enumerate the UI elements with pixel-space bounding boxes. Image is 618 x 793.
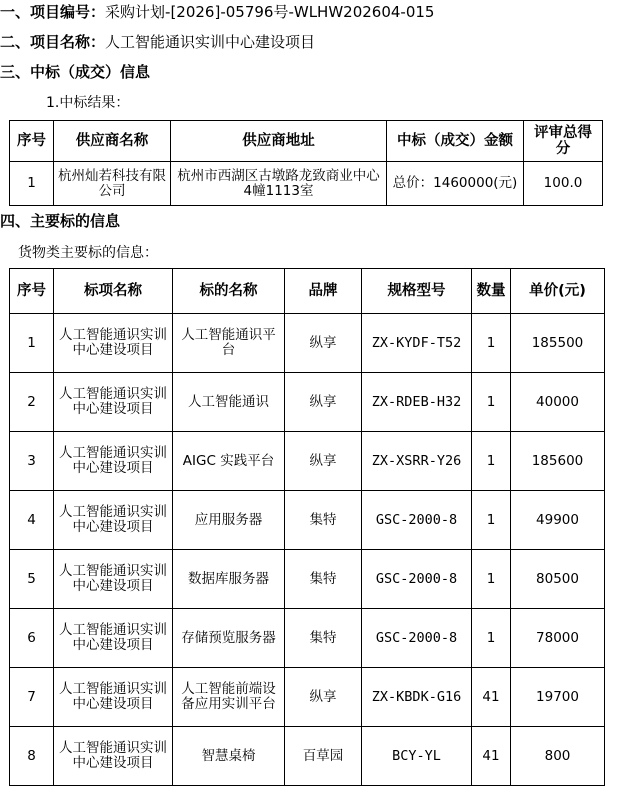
cell-no: 4: [10, 491, 54, 550]
main-items-title-text: 四、主要标的信息: [0, 212, 121, 230]
col-header-score: 评审总得分: [524, 121, 603, 162]
cell-no: 2: [10, 373, 54, 432]
cell-price: 19700: [511, 668, 605, 727]
col-header-no: 序号: [10, 269, 54, 314]
project-number-label: 项目编号：: [30, 3, 106, 21]
bid-info-title-text: 三、中标（成交）信息: [0, 63, 151, 81]
cell-lot: 人工智能通识实训中心建设项目: [54, 373, 173, 432]
cell-no: 6: [10, 609, 54, 668]
cell-qty: 1: [472, 609, 511, 668]
goods-subtitle: 货物类主要标的信息：: [18, 245, 158, 261]
table-row: [10, 668, 605, 727]
winner-table-header: [10, 121, 603, 162]
cell-price: 78000: [511, 609, 605, 668]
cell-item: 数据库服务器: [173, 550, 285, 609]
cell-score: 100.0: [524, 162, 603, 206]
table-row: [10, 314, 605, 373]
cell-model: ZX-KBDK-G16: [362, 668, 472, 727]
col-header-brand: 品牌: [285, 269, 362, 314]
project-name-value: 人工智能通识实训中心建设项目: [105, 33, 316, 51]
cell-model: GSC-2000-8: [362, 491, 472, 550]
cell-item: 存储预览服务器: [173, 609, 285, 668]
cell-brand: 纵享: [285, 668, 362, 727]
cell-item: 人工智能通识平台: [173, 314, 285, 373]
cell-qty: 1: [472, 432, 511, 491]
cell-brand: 集特: [285, 609, 362, 668]
table-row: [10, 727, 605, 786]
cell-brand: 纵享: [285, 373, 362, 432]
main-items-title: [0, 211, 120, 231]
cell-item: 智慧桌椅: [173, 727, 285, 786]
cell-price: 800: [511, 727, 605, 786]
cell-price: 40000: [511, 373, 605, 432]
cell-no: 3: [10, 432, 54, 491]
cell-brand: 集特: [285, 491, 362, 550]
col-header-qty: 数量: [472, 269, 511, 314]
cell-qty: 1: [472, 550, 511, 609]
cell-brand: 纵享: [285, 314, 362, 373]
cell-lot: 人工智能通识实训中心建设项目: [54, 314, 173, 373]
cell-address: 杭州市西湖区古墩路龙致商业中心4幢1113室: [171, 162, 387, 206]
cell-lot: 人工智能通识实训中心建设项目: [54, 668, 173, 727]
project-name-line: [0, 32, 315, 52]
cell-price: 185500: [511, 314, 605, 373]
col-header-amount: 中标（成交）金额: [387, 121, 524, 162]
project-number-line: [0, 2, 434, 22]
table-row: [10, 609, 605, 668]
cell-lot: 人工智能通识实训中心建设项目: [54, 550, 173, 609]
cell-price: 80500: [511, 550, 605, 609]
table-row: [10, 550, 605, 609]
cell-lot: 人工智能通识实训中心建设项目: [54, 609, 173, 668]
table-row: [10, 162, 603, 206]
col-header-model: 规格型号: [362, 269, 472, 314]
cell-supplier: 杭州灿若科技有限公司: [54, 162, 171, 206]
cell-qty: 41: [472, 668, 511, 727]
cell-item: AIGC 实践平台: [173, 432, 285, 491]
cell-model: GSC-2000-8: [362, 550, 472, 609]
project-name-prefix: 二、: [0, 33, 31, 51]
col-header-no: 序号: [10, 121, 54, 162]
cell-no: 8: [10, 727, 54, 786]
winner-table: [9, 120, 603, 206]
cell-price: 49900: [511, 491, 605, 550]
cell-item: 人工智能通识: [173, 373, 285, 432]
cell-price: 185600: [511, 432, 605, 491]
cell-qty: 41: [472, 727, 511, 786]
cell-qty: 1: [472, 491, 511, 550]
cell-model: ZX-KYDF-T52: [362, 314, 472, 373]
cell-model: ZX-RDEB-H32: [362, 373, 472, 432]
project-number-value: 采购计划-[2026]-05796号-WLHW202604-015: [105, 3, 435, 21]
col-header-item: 标的名称: [173, 269, 285, 314]
cell-item: 人工智能前端设备应用实训平台: [173, 668, 285, 727]
table-row: [10, 373, 605, 432]
cell-model: GSC-2000-8: [362, 609, 472, 668]
cell-lot: 人工智能通识实训中心建设项目: [54, 727, 173, 786]
cell-item: 应用服务器: [173, 491, 285, 550]
cell-qty: 1: [472, 314, 511, 373]
project-number-prefix: 一、: [0, 3, 31, 21]
cell-brand: 百草园: [285, 727, 362, 786]
cell-no: 1: [10, 162, 54, 206]
cell-brand: 集特: [285, 550, 362, 609]
col-header-address: 供应商地址: [171, 121, 387, 162]
cell-qty: 1: [472, 373, 511, 432]
cell-no: 7: [10, 668, 54, 727]
project-name-label: 项目名称：: [30, 33, 106, 51]
cell-lot: 人工智能通识实训中心建设项目: [54, 432, 173, 491]
cell-no: 1: [10, 314, 54, 373]
cell-brand: 纵享: [285, 432, 362, 491]
table-row: [10, 491, 605, 550]
bid-result-subtitle: 1.中标结果：: [46, 95, 130, 111]
cell-model: ZX-XSRR-Y26: [362, 432, 472, 491]
cell-amount: 总价：1460000(元): [387, 162, 524, 206]
table-row: [10, 432, 605, 491]
col-header-lot: 标项名称: [54, 269, 173, 314]
col-header-price: 单价(元): [511, 269, 605, 314]
goods-table: [9, 268, 605, 786]
cell-lot: 人工智能通识实训中心建设项目: [54, 491, 173, 550]
cell-model: BCY-YL: [362, 727, 472, 786]
cell-no: 5: [10, 550, 54, 609]
col-header-supplier: 供应商名称: [54, 121, 171, 162]
goods-table-header: [10, 269, 605, 314]
bid-info-title: [0, 62, 150, 82]
